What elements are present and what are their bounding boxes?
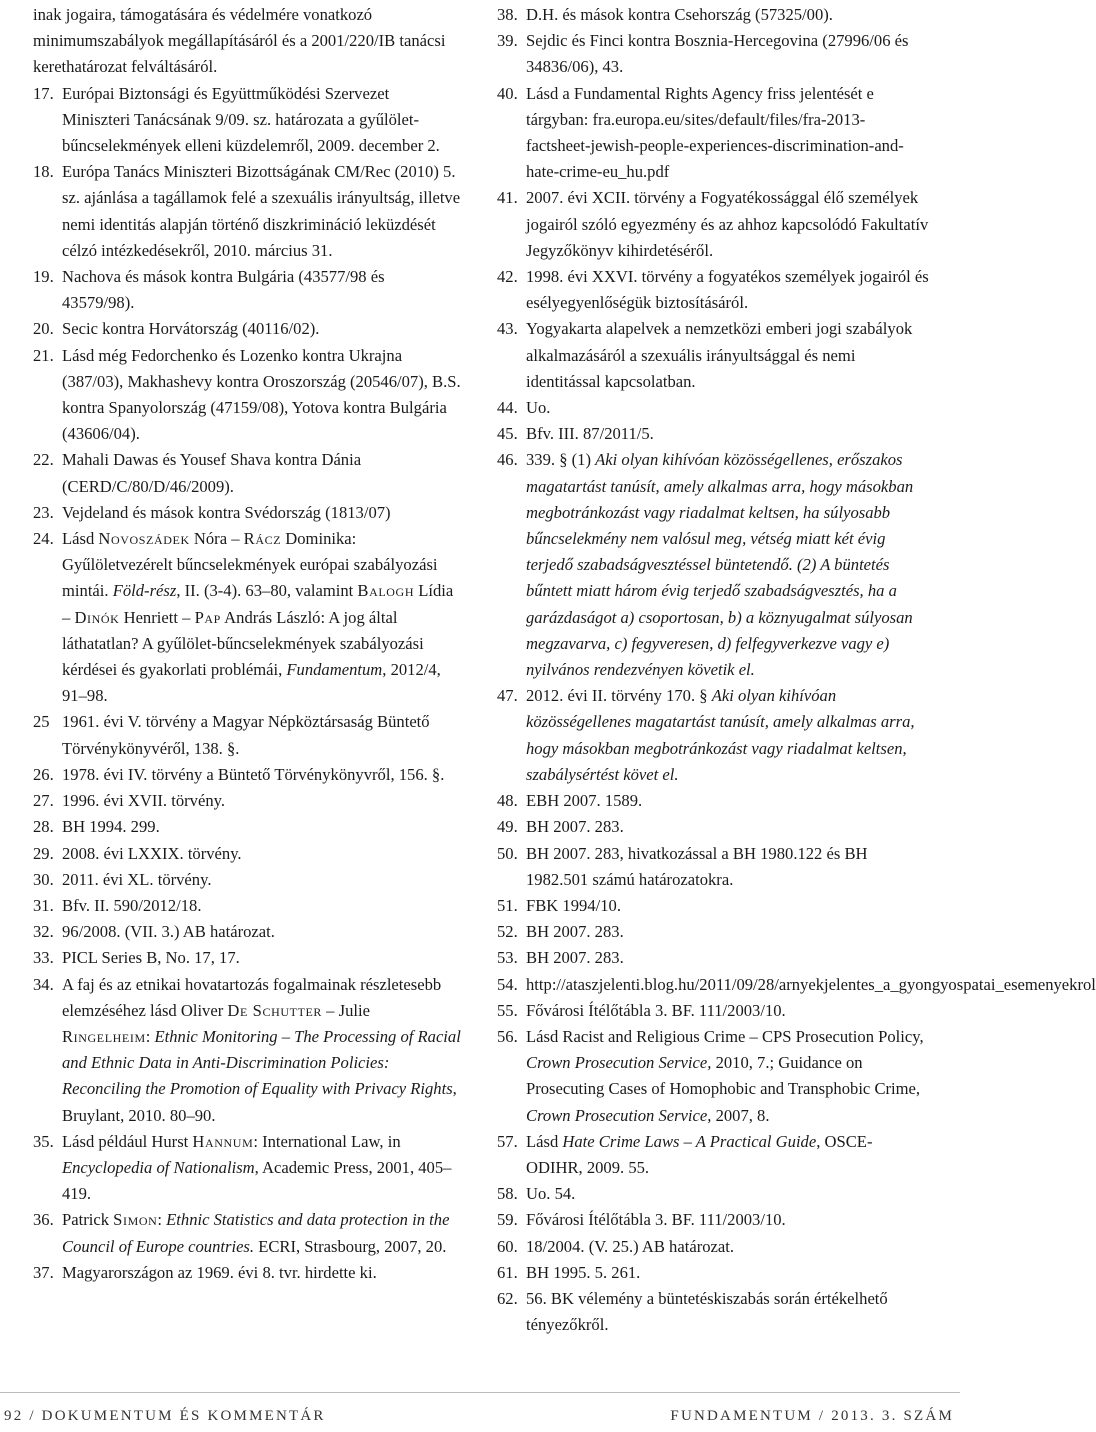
footnote — [497, 1234, 929, 1260]
footnote-number: 17. — [33, 83, 54, 103]
italic-text: Aki olyan kihívóan közösségellenes, erőszakos magatartást tanúsít, amely alkalmas arra, hogy másokban megbotránkozást vagy riadalmat keltsen, ha súlyosabb bűncselekmény nem valósul meg, vétség miatt két évig terjedő szabadságvesztéssel büntetendő. (2) A büntetés bűntett miatt három évig terjedő szabadságvesztés, ha a garázdaságot a) csoportosan, b) a köznyugalmat súlyosan megzavarva, c) fegyveresen, d) felfegyverkezve vagy e) nyilvános rendezvényen követik el. — [526, 450, 914, 680]
footnote-number: 36. — [33, 1210, 54, 1230]
footnote — [33, 972, 461, 1129]
footnote-number: 51. — [497, 895, 518, 915]
footnote — [33, 447, 461, 499]
author-name: Balogh — [357, 581, 415, 601]
footnote-text — [62, 1129, 461, 1208]
footnote-number: 32. — [33, 922, 54, 942]
footnote-number: 31. — [33, 895, 54, 915]
footnotes-left-column — [33, 2, 461, 1286]
footnote-number: 57. — [497, 1131, 518, 1151]
footnote-number: 26. — [33, 764, 54, 784]
footnote-text: BH 2007. 283. — [526, 922, 624, 942]
footnote-number: 60. — [497, 1236, 518, 1256]
footnote-text — [526, 1024, 929, 1129]
footnote-text: Yogyakarta alapelvek a nemzetközi emberi jogi szabályok alkalmazásáról a szexuális irányultsággal és nemi identitással kapcsolatban. — [526, 319, 913, 391]
footnote-number: 34. — [33, 974, 54, 994]
author-name: Rácz — [243, 529, 282, 549]
text-segment: – Julie — [322, 1000, 370, 1020]
footnote — [33, 316, 461, 342]
footnote-text: Lásd a Fundamental Rights Agency friss jelentését e tárgyban: fra.europa.eu/sites/default/files/fra-2013-factsheet-jewish-people-experiences-discrimination-and-hate-crime-eu_hu.pdf — [526, 83, 904, 182]
text-segment: Lásd például Hurst — [62, 1131, 193, 1151]
footnote-text: 2008. évi LXXIX. törvény. — [62, 843, 242, 863]
footnote-number: 18. — [33, 162, 54, 182]
footnote-text: BH 1995. 5. 261. — [526, 1262, 641, 1282]
footnote — [33, 841, 461, 867]
text-segment: Lásd — [526, 1131, 563, 1151]
footnote-text: BH 2007. 283. — [526, 948, 624, 968]
footnote-number: 62. — [497, 1288, 518, 1308]
footnote-text: 96/2008. (VII. 3.) AB határozat. — [62, 922, 275, 942]
footnote-text — [62, 1207, 461, 1259]
footnote-text: http://ataszjelenti.blog.hu/2011/09/28/arnyekjelentes_a_gyongyospatai_esemenyekrol — [526, 974, 1096, 994]
footnote-number: 49. — [497, 817, 518, 837]
footnote-number: 33. — [33, 948, 54, 968]
text-segment: , Academic Press, 2001, 405–419. — [62, 1157, 452, 1204]
footnote — [497, 1207, 929, 1233]
footnote-list-left — [33, 81, 461, 1286]
italic-text: Encyclopedia of Nationalism — [62, 1157, 255, 1177]
text-segment: : — [157, 1210, 167, 1230]
footnote-text: Uo. — [526, 398, 551, 418]
italic-text: Ethnic Statistics and data protection in the Council of Europe countries. — [62, 1210, 450, 1256]
footnote-text: Sejdic és Finci kontra Bosznia-Hercegovina (27996/06 és 34836/06), 43. — [526, 31, 909, 77]
text-segment: Nóra – — [189, 529, 244, 549]
footnote-number: 59. — [497, 1210, 518, 1230]
author-name: Hannum — [192, 1131, 254, 1151]
text-segment: Lídia – — [62, 581, 454, 627]
italic-text: Fundamentum — [286, 660, 383, 680]
footnote — [497, 683, 929, 788]
footnote — [33, 1207, 461, 1259]
footnote — [33, 919, 461, 945]
italic-text: Föld-rész — [112, 581, 177, 601]
footnote-text: EBH 2007. 1589. — [526, 791, 643, 811]
author-name: Dinók — [74, 607, 120, 627]
text-segment: 339. § (1) — [526, 450, 596, 470]
footnote-number: 40. — [497, 83, 518, 103]
footnote-text — [526, 1129, 929, 1181]
footnote-text: Bfv. III. 87/2011/5. — [526, 424, 654, 444]
footnote-text: Nachova és mások kontra Bulgária (43577/98 és 43579/98). — [62, 267, 385, 313]
footnote-text: FBK 1994/10. — [526, 895, 621, 915]
footnote-number: 61. — [497, 1262, 518, 1282]
text-segment: , II. (3-4). 63–80, valamint — [176, 581, 358, 601]
footnote — [497, 395, 929, 421]
footnote — [497, 814, 929, 840]
footnote — [497, 264, 929, 316]
footnote-text — [526, 683, 929, 788]
author-name: Ringelheim — [62, 1026, 146, 1046]
footnote-number: 23. — [33, 502, 54, 522]
footnote-number: 44. — [497, 398, 518, 418]
text-segment: , 2012/4, 91–98. — [62, 660, 441, 706]
footnote-text: D.H. és mások kontra Csehország (57325/00). — [526, 5, 833, 24]
footnote — [497, 788, 929, 814]
text-segment: , OSCE-ODIHR, 2009. 55. — [526, 1131, 873, 1177]
footnote-text: 18/2004. (V. 25.) AB határozat. — [526, 1236, 735, 1256]
text-segment: : International Law, in — [253, 1131, 401, 1151]
text-segment: Dominika: Gyűlöletvezérelt bűncselekmények európai szabályozási mintái. — [62, 529, 438, 601]
footnote — [33, 1129, 461, 1208]
footnote-text: BH 2007. 283. — [526, 817, 624, 837]
footnote-text: Lásd még Fedorchenko és Lozenko kontra Ukrajna (387/03), Makhashevy kontra Oroszország (20546/07), B.S. kontra Spanyolország (47159/08), Yotova kontra Bulgária (43606/04). — [62, 345, 461, 444]
footnote-text: Európai Biztonsági és Együttműködési Szervezet Miniszteri Tanácsának 9/09. sz. határozata a gyűlölet-bűncselekmények elleni küzdelemről, 2009. december 2. — [62, 83, 440, 156]
footnote-number: 42. — [497, 267, 518, 287]
footnote-text — [526, 447, 929, 683]
footnote-number: 22. — [33, 450, 54, 470]
footnote-text: Mahali Dawas és Yousef Shava kontra Dánia (CERD/C/80/D/46/2009). — [62, 450, 362, 496]
footnote — [33, 526, 461, 709]
footnote-number: 19. — [33, 267, 54, 287]
footnote — [497, 1024, 929, 1129]
footnote — [497, 421, 929, 447]
footer-journal-label: FUNDAMENTUM / 2013. 3. SZÁM — [670, 1408, 954, 1424]
footnote-number: 50. — [497, 843, 518, 863]
footnote-number: 54. — [497, 974, 518, 994]
footnote-text: 2007. évi XCII. törvény a Fogyatékossággal élő személyek jogairól szóló egyezmény és az ahhoz kapcsolódó Fakultatív Jegyzőkönyv kihirdetéséről. — [526, 188, 929, 260]
footnote-number: 37. — [33, 1262, 54, 1282]
footnote — [33, 1260, 461, 1286]
footnote-number: 48. — [497, 791, 518, 811]
footnote — [33, 867, 461, 893]
footnote — [497, 81, 929, 186]
footnote — [33, 893, 461, 919]
text-segment: Patrick — [62, 1210, 114, 1230]
footnote — [497, 893, 929, 919]
footnote-number: 38. — [497, 5, 518, 24]
footnote-number: 39. — [497, 31, 518, 51]
footnote — [33, 343, 461, 448]
footnote — [497, 1181, 929, 1207]
footnotes-right-column — [497, 2, 1096, 1338]
footnote-number: 56. — [497, 1026, 518, 1046]
footnote-text: 56. BK vélemény a büntetéskiszabás során értékelhető tényezőkről. — [526, 1288, 888, 1335]
footnote-number: 45. — [497, 424, 518, 444]
footnote-text: 1996. évi XVII. törvény. — [62, 791, 225, 811]
footnote — [497, 1286, 929, 1338]
text-segment: 2010, 7.; Guidance on Prosecuting Cases of Homophobic and Transphobic Crime, — [526, 1053, 921, 1099]
footnote — [497, 185, 929, 264]
text-segment: 2007, 8. — [711, 1105, 770, 1125]
footnote-number: 52. — [497, 922, 518, 942]
text-segment: Lásd Racist and Religious Crime – CPS Prosecution Policy, — [526, 1026, 924, 1046]
footnote-number: 28. — [33, 817, 54, 837]
footnote-number: 25 — [33, 712, 50, 732]
footnote — [497, 945, 929, 971]
footer-divider — [0, 1392, 960, 1393]
author-name: De Schutter — [227, 1000, 323, 1020]
footnote-text: Fővárosi Ítélőtábla 3. BF. 111/2003/10. — [526, 1210, 786, 1230]
footnote-text: BH 1994. 299. — [62, 817, 160, 837]
footnote — [497, 28, 929, 80]
footnote — [33, 709, 461, 761]
footnote-list-right — [497, 2, 1096, 1338]
author-name: Novoszádek — [98, 529, 190, 549]
footnote-text — [62, 526, 461, 709]
text-segment: András László: A jog által láthatatlan? A gyűlölet-bűncselekmények szabályozási kérdései és gyakorlati problémái, — [62, 607, 424, 680]
footnote — [497, 316, 929, 395]
footnote — [497, 972, 1096, 998]
text-segment: , Bruylant, 2010. 80–90. — [62, 1079, 457, 1125]
footnote-text: 2011. évi XL. törvény. — [62, 869, 212, 889]
italic-text: Crown Prosecution Service, — [526, 1105, 712, 1125]
footnote — [497, 1260, 929, 1286]
footnote-number: 30. — [33, 869, 54, 889]
footnote-text: Bfv. II. 590/2012/18. — [62, 895, 202, 915]
footnote-number: 41. — [497, 188, 518, 208]
text-segment: A faj és az etnikai hovatartozás fogalmainak részletesebb elemzéséhez lásd Oliver — [62, 974, 442, 1020]
footnote-text: Magyarországon az 1969. évi 8. tvr. hirdette ki. — [62, 1262, 377, 1282]
footnote-number: 20. — [33, 319, 54, 339]
text-segment: Henriett – — [119, 607, 195, 627]
footnote — [33, 945, 461, 971]
footnote-text: Uo. 54. — [526, 1184, 576, 1204]
footnote-text — [62, 972, 461, 1129]
text-segment: 2012. évi II. törvény 170. § — [526, 686, 712, 706]
footnote-text: Fővárosi Ítélőtábla 3. BF. 111/2003/10. — [526, 1000, 786, 1020]
footnote — [33, 814, 461, 840]
italic-text: Aki olyan kihívóan közösségellenes magatartást tanúsít, amely alkalmas arra, hogy másokban megbotránkozást vagy riadalmat keltsen, szabálysértést követ el. — [526, 686, 915, 784]
italic-text: Hate Crime Laws – A Practical Guide — [562, 1131, 817, 1151]
footnote — [33, 788, 461, 814]
footnote-number: 43. — [497, 319, 518, 339]
footnote-text: 1961. évi V. törvény a Magyar Népköztársaság Büntető Törvénykönyvéről, 138. §. — [62, 712, 430, 758]
italic-text: Ethnic Monitoring – The Processing of Racial and Ethnic Data in Anti-Discrimination Policies: Reconciling the Promotion of Equality with Privacy Rights — [62, 1026, 461, 1099]
footnote — [497, 841, 929, 893]
footnote-number: 58. — [497, 1184, 518, 1204]
footer-section-label: 92 / DOKUMENTUM ÉS KOMMENTÁR — [4, 1408, 326, 1424]
italic-text: Crown Prosecution Service, — [526, 1053, 712, 1073]
footnote — [497, 998, 929, 1024]
footnote-number: 24. — [33, 529, 54, 549]
footnote — [33, 159, 461, 264]
footnote — [33, 264, 461, 316]
text-segment: Lásd — [62, 529, 99, 549]
footnote — [497, 1129, 929, 1181]
footnote-number: 55. — [497, 1000, 518, 1020]
author-name: Simon — [113, 1210, 158, 1230]
author-name: Pap — [194, 607, 221, 627]
footnote-number: 21. — [33, 345, 54, 365]
footnote-text: 1998. évi XXVI. törvény a fogyatékos személyek jogairól és esélyegyenlőségük biztosításáról. — [526, 267, 929, 313]
footnote-number: 47. — [497, 686, 518, 706]
footnote-number: 29. — [33, 843, 54, 863]
footnote — [33, 762, 461, 788]
footnote-continuation: inak jogaira, támogatására és védelmére vonatkozó minimumszabályok megállapításáról és a 2001/220/IB tanácsi kerethatározat felváltásáról. — [33, 5, 446, 77]
footnote-text: Secic kontra Horvátország (40116/02). — [62, 319, 320, 339]
text-segment: ECRI, Strasbourg, 2007, 20. — [254, 1236, 447, 1256]
footnote — [33, 500, 461, 526]
footnote-text: Európa Tanács Miniszteri Bizottságának CM/Rec (2010) 5. sz. ajánlása a tagállamok felé a szexuális irányultság, illetve nemi identitás alapján történő diszkrimináció leküzdését célzó intézkedésekről, 2010. március 31. — [62, 162, 461, 260]
footnote-number: 27. — [33, 791, 54, 811]
footnote — [33, 81, 461, 160]
footnote-text: PICL Series B, No. 17, 17. — [62, 948, 240, 968]
footnote — [497, 2, 929, 28]
footnote — [497, 447, 929, 683]
footnote-number: 53. — [497, 948, 518, 968]
text-segment: : — [145, 1026, 155, 1046]
footnote-text: Vejdeland és mások kontra Svédország (1813/07) — [62, 502, 391, 522]
footnote-number: 35. — [33, 1131, 54, 1151]
footnote-text: BH 2007. 283, hivatkozással a BH 1980.122 és BH 1982.501 számú határozatokra. — [526, 843, 868, 889]
footnote-text: 1978. évi IV. törvény a Büntető Törvénykönyvről, 156. §. — [62, 764, 445, 784]
footnote-number: 46. — [497, 450, 518, 470]
footnote — [497, 919, 929, 945]
